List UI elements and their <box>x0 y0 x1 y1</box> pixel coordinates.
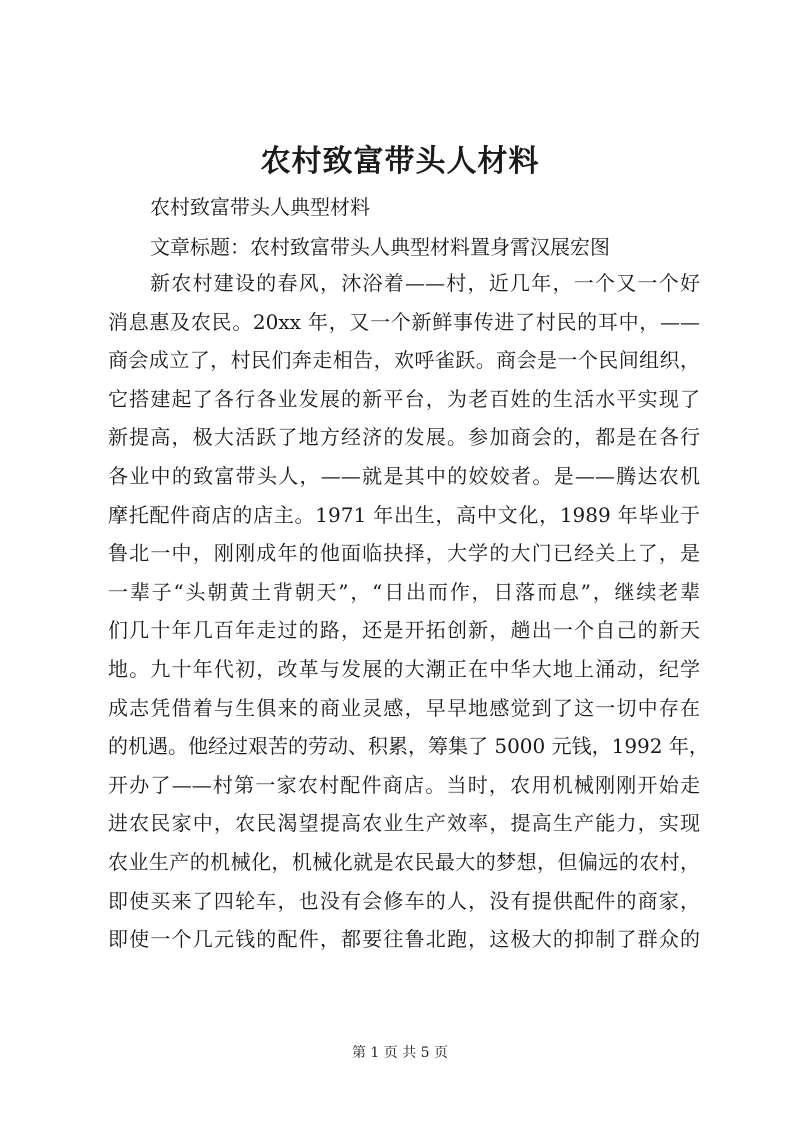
body-line: 它搭建起了各行各业发展的新平台，为老百姓的生活水平实现了 <box>108 386 700 411</box>
body-line: 农业生产的机械化，机械化就是农民最大的梦想，但偏远的农村， <box>108 849 700 874</box>
body-line: 进农民家中，农民渴望提高农业生产效率，提高生产能力，实现 <box>108 811 700 836</box>
body-line: 新提高，极大活跃了地方经济的发展。参加商会的，都是在各行 <box>108 425 700 450</box>
body-paragraph <box>108 264 709 959</box>
body-line: 消息惠及农民。20xx 年，又一个新鲜事传进了村民的耳中，—— <box>108 309 700 334</box>
body-line: 商会成立了，村民们奔走相告，欢呼雀跃。商会是一个民间组织， <box>108 348 700 373</box>
body-line: 新农村建设的春风，沐浴着——村，近几年，一个又一个好 <box>150 271 700 295</box>
body-line: 一辈子“头朝黄土背朝天”，“日出而作，日落而息”，继续老辈 <box>108 579 700 604</box>
body-line: 地。九十年代初，改革与发展的大潮正在中华大地上涌动，纪学 <box>108 656 700 681</box>
body-line: 摩托配件商店的店主。1971 年出生，高中文化，1989 年毕业于 <box>108 502 700 527</box>
document-subtitle: 农村致富带头人典型材料 <box>150 195 370 219</box>
body-line: 开办了——村第一家农村配件商店。当时，农用机械刚刚开始走 <box>108 772 700 797</box>
body-line: 即使一个几元钱的配件，都要往鲁北跑，这极大的抑制了群众的 <box>108 927 700 952</box>
body-line: 即使买来了四轮车，也没有会修车的人，没有提供配件的商家， <box>108 888 700 913</box>
body-line: 鲁北一中，刚刚成年的他面临抉择，大学的大门已经关上了，是 <box>108 541 700 566</box>
article-title-line: 文章标题：农村致富带头人典型材料置身霄汉展宏图 <box>150 235 610 259</box>
document-title: 农村致富带头人材料 <box>260 144 540 179</box>
page-footer: 第 1 页 共 5 页 <box>351 1045 449 1061</box>
body-line: 的机遇。他经过艰苦的劳动、积累，筹集了 5000 元钱，1992 年， <box>108 734 709 759</box>
body-line: 成志凭借着与生俱来的商业灵感，早早地感觉到了这一切中存在 <box>108 695 700 720</box>
body-line: 们几十年几百年走过的路，还是开拓创新，趟出一个自己的新天 <box>108 618 700 643</box>
body-line: 各业中的致富带头人，——就是其中的姣姣者。是——腾达农机 <box>108 463 700 488</box>
